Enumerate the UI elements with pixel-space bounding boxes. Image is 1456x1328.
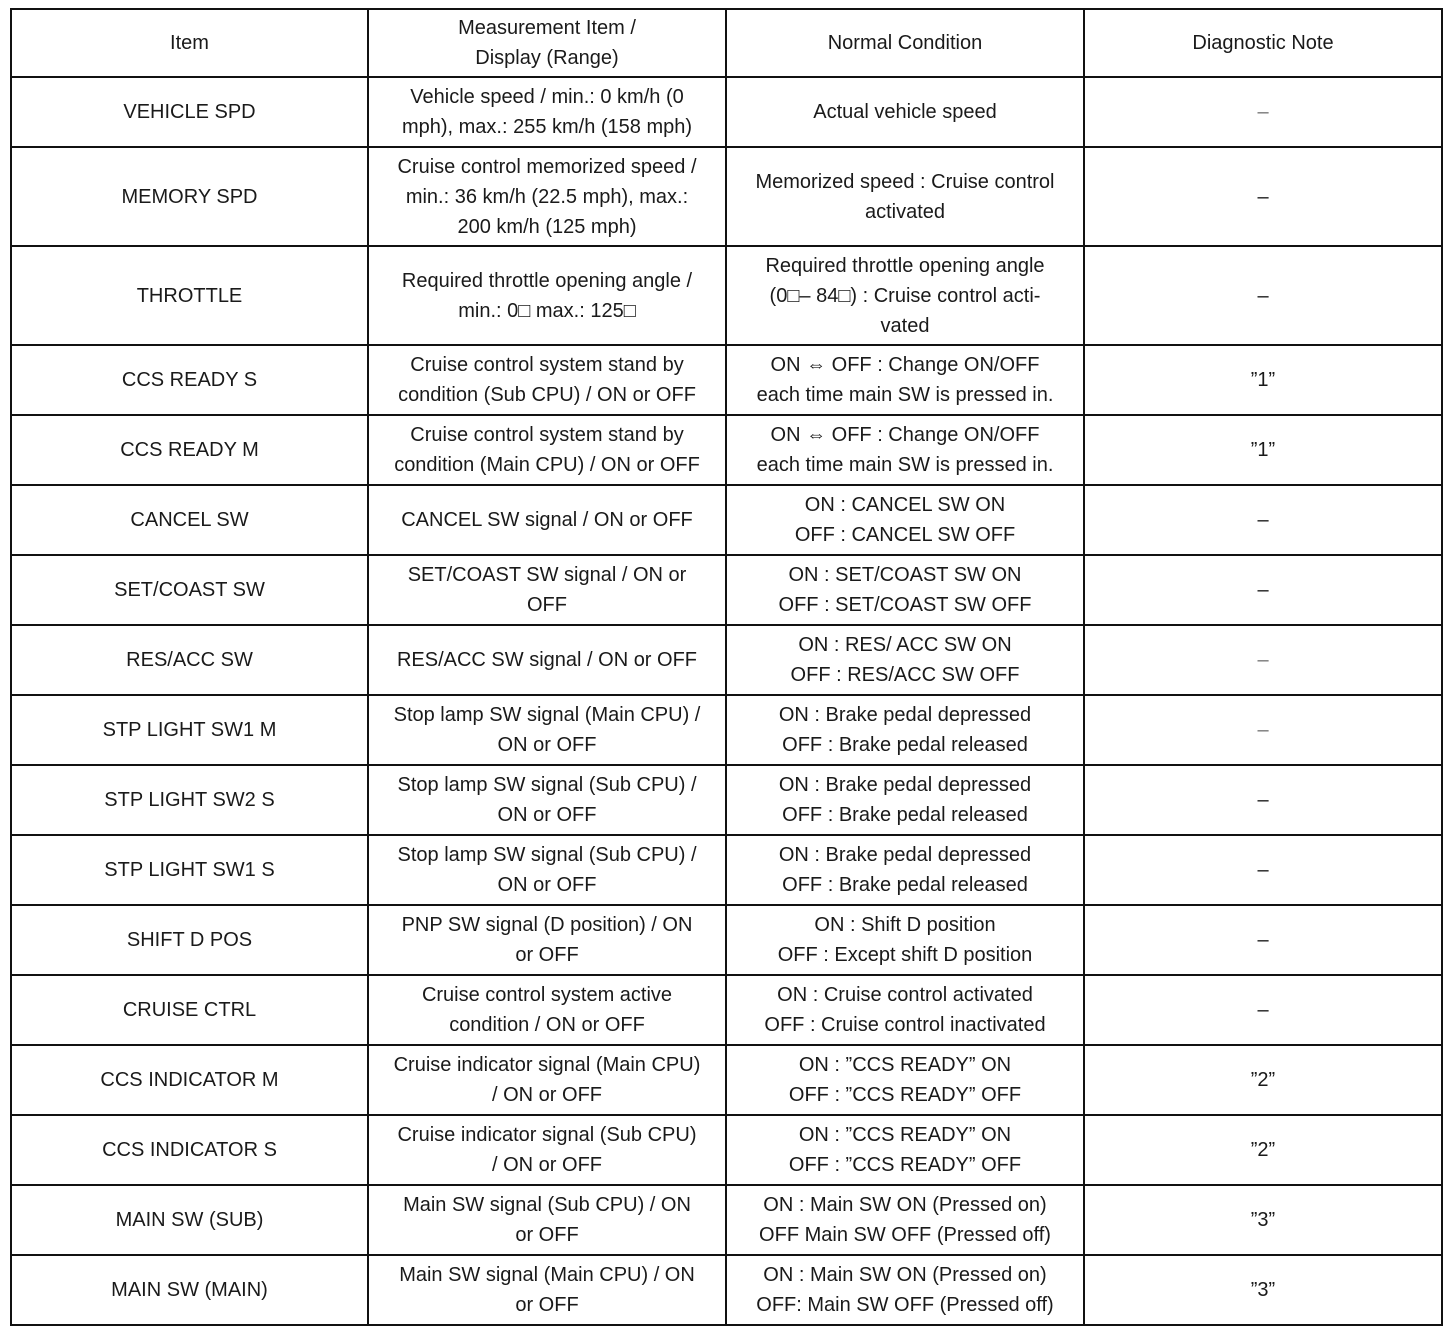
cell-item: CCS INDICATOR M bbox=[11, 1045, 368, 1115]
table-row bbox=[11, 345, 1442, 415]
table-row bbox=[11, 905, 1442, 975]
table-row bbox=[11, 625, 1442, 695]
cell-item: CCS READY M bbox=[11, 415, 368, 485]
cell-measurement: Main SW signal (Main CPU) / ON or OFF bbox=[368, 1255, 726, 1325]
table-row bbox=[11, 77, 1442, 147]
cell-normal-condition: Actual vehicle speed bbox=[726, 77, 1084, 147]
cell-measurement: PNP SW signal (D position) / ON or OFF bbox=[368, 905, 726, 975]
table-row bbox=[11, 695, 1442, 765]
cell-item: SHIFT D POS bbox=[11, 905, 368, 975]
cell-item: THROTTLE bbox=[11, 246, 368, 345]
cell-diagnostic-note: ”3” bbox=[1084, 1255, 1442, 1325]
cell-diagnostic-note: – bbox=[1084, 765, 1442, 835]
cell-item: RES/ACC SW bbox=[11, 625, 368, 695]
table-row bbox=[11, 1185, 1442, 1255]
cell-measurement: CANCEL SW signal / ON or OFF bbox=[368, 485, 726, 555]
table-row bbox=[11, 1255, 1442, 1325]
cell-measurement: Cruise control system stand by condition (Sub CPU) / ON or OFF bbox=[368, 345, 726, 415]
cell-normal-condition: ON : Main SW ON (Pressed on) OFF: Main SW OFF (Pressed off) bbox=[726, 1255, 1084, 1325]
table-row bbox=[11, 975, 1442, 1045]
cell-normal-condition: ON : ”CCS READY” ON OFF : ”CCS READY” OFF bbox=[726, 1115, 1084, 1185]
cell-item: CRUISE CTRL bbox=[11, 975, 368, 1045]
cell-normal-condition: Memorized speed : Cruise control activated bbox=[726, 147, 1084, 246]
header-diagnostic-note: Diagnostic Note bbox=[1084, 9, 1442, 77]
cell-diagnostic-note: ”1” bbox=[1084, 345, 1442, 415]
cell-item: SET/COAST SW bbox=[11, 555, 368, 625]
cell-item: MEMORY SPD bbox=[11, 147, 368, 246]
header-row bbox=[11, 9, 1442, 77]
table-row bbox=[11, 835, 1442, 905]
cell-diagnostic-note: ”3” bbox=[1084, 1185, 1442, 1255]
cell-measurement: Cruise control system stand by condition (Main CPU) / ON or OFF bbox=[368, 415, 726, 485]
cell-measurement: Stop lamp SW signal (Main CPU) / ON or OFF bbox=[368, 695, 726, 765]
header-normal-condition: Normal Condition bbox=[726, 9, 1084, 77]
header-item: Item bbox=[11, 9, 368, 77]
cell-diagnostic-note: – bbox=[1084, 695, 1442, 765]
cell-measurement: Cruise indicator signal (Main CPU) / ON or OFF bbox=[368, 1045, 726, 1115]
table-row bbox=[11, 485, 1442, 555]
cell-normal-condition: ON : Shift D position OFF : Except shift D position bbox=[726, 905, 1084, 975]
cell-measurement: Required throttle opening angle / min.: 0□ max.: 125□ bbox=[368, 246, 726, 345]
cell-measurement: Cruise control memorized speed / min.: 36 km/h (22.5 mph), max.: 200 km/h (125 mph) bbox=[368, 147, 726, 246]
cell-normal-condition: ON : RES/ ACC SW ON OFF : RES/ACC SW OFF bbox=[726, 625, 1084, 695]
cell-item: STP LIGHT SW1 M bbox=[11, 695, 368, 765]
cell-diagnostic-note: – bbox=[1084, 485, 1442, 555]
cell-diagnostic-note: – bbox=[1084, 625, 1442, 695]
cell-diagnostic-note: – bbox=[1084, 77, 1442, 147]
cell-normal-condition: ON : ”CCS READY” ON OFF : ”CCS READY” OFF bbox=[726, 1045, 1084, 1115]
cell-diagnostic-note: – bbox=[1084, 835, 1442, 905]
cell-diagnostic-note: – bbox=[1084, 975, 1442, 1045]
cell-diagnostic-note: ”2” bbox=[1084, 1045, 1442, 1115]
table-row bbox=[11, 765, 1442, 835]
cell-item: CCS READY S bbox=[11, 345, 368, 415]
table-row bbox=[11, 555, 1442, 625]
cell-measurement: SET/COAST SW signal / ON or OFF bbox=[368, 555, 726, 625]
cell-measurement: Stop lamp SW signal (Sub CPU) / ON or OFF bbox=[368, 835, 726, 905]
cell-measurement: Stop lamp SW signal (Sub CPU) / ON or OFF bbox=[368, 765, 726, 835]
cell-measurement: RES/ACC SW signal / ON or OFF bbox=[368, 625, 726, 695]
cell-normal-condition: ON : CANCEL SW ON OFF : CANCEL SW OFF bbox=[726, 485, 1084, 555]
cell-measurement: Cruise indicator signal (Sub CPU) / ON or OFF bbox=[368, 1115, 726, 1185]
cell-item: CANCEL SW bbox=[11, 485, 368, 555]
cell-measurement: Cruise control system active condition / ON or OFF bbox=[368, 975, 726, 1045]
cell-diagnostic-note: – bbox=[1084, 905, 1442, 975]
cell-normal-condition: ON ⇔ OFF : Change ON/OFF each time main SW is pressed in. bbox=[726, 415, 1084, 485]
cell-normal-condition: ON : SET/COAST SW ON OFF : SET/COAST SW OFF bbox=[726, 555, 1084, 625]
cell-diagnostic-note: – bbox=[1084, 147, 1442, 246]
diagnostic-table bbox=[10, 8, 1443, 1326]
cell-normal-condition: ON : Brake pedal depressed OFF : Brake pedal released bbox=[726, 695, 1084, 765]
cell-normal-condition: ON : Brake pedal depressed OFF : Brake pedal released bbox=[726, 835, 1084, 905]
header-measurement: Measurement Item / Display (Range) bbox=[368, 9, 726, 77]
cell-item: MAIN SW (MAIN) bbox=[11, 1255, 368, 1325]
table-row bbox=[11, 147, 1442, 246]
table-row bbox=[11, 1115, 1442, 1185]
cell-diagnostic-note: ”2” bbox=[1084, 1115, 1442, 1185]
cell-diagnostic-note: – bbox=[1084, 555, 1442, 625]
cell-measurement: Main SW signal (Sub CPU) / ON or OFF bbox=[368, 1185, 726, 1255]
cell-item: VEHICLE SPD bbox=[11, 77, 368, 147]
cell-normal-condition: ON ⇔ OFF : Change ON/OFF each time main SW is pressed in. bbox=[726, 345, 1084, 415]
cell-item: STP LIGHT SW2 S bbox=[11, 765, 368, 835]
cell-normal-condition: Required throttle opening angle (0□– 84□) : Cruise control acti- vated bbox=[726, 246, 1084, 345]
cell-normal-condition: ON : Main SW ON (Pressed on) OFF Main SW OFF (Pressed off) bbox=[726, 1185, 1084, 1255]
cell-diagnostic-note: – bbox=[1084, 246, 1442, 345]
cell-item: CCS INDICATOR S bbox=[11, 1115, 368, 1185]
cell-diagnostic-note: ”1” bbox=[1084, 415, 1442, 485]
cell-item: MAIN SW (SUB) bbox=[11, 1185, 368, 1255]
cell-measurement: Vehicle speed / min.: 0 km/h (0 mph), max.: 255 km/h (158 mph) bbox=[368, 77, 726, 147]
cell-normal-condition: ON : Brake pedal depressed OFF : Brake pedal released bbox=[726, 765, 1084, 835]
cell-normal-condition: ON : Cruise control activated OFF : Cruise control inactivated bbox=[726, 975, 1084, 1045]
table-row bbox=[11, 1045, 1442, 1115]
table-row bbox=[11, 415, 1442, 485]
cell-item: STP LIGHT SW1 S bbox=[11, 835, 368, 905]
table-row bbox=[11, 246, 1442, 345]
